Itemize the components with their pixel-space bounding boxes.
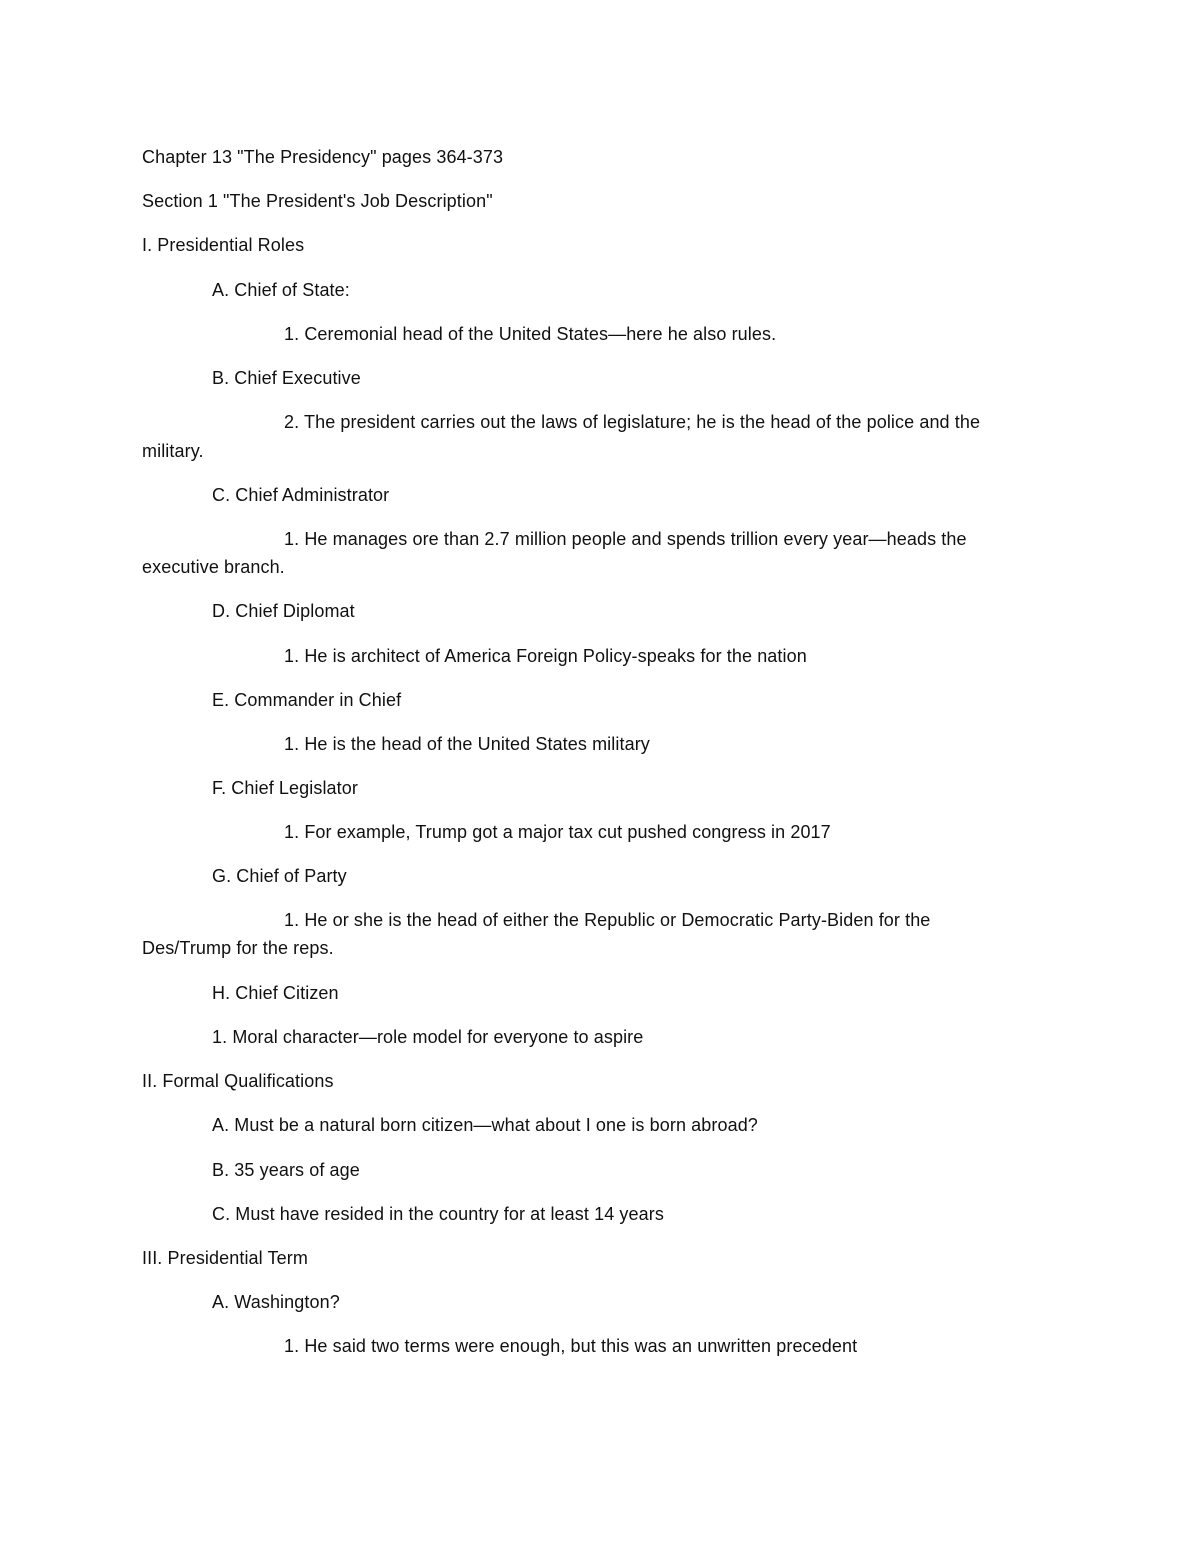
- outline-subitem: 1. He is architect of America Foreign Policy-speaks for the nation: [284, 646, 807, 666]
- outline-subitem: 2. The president carries out the laws of legislature; he is the head of the police and the: [284, 412, 981, 432]
- outline-item-chief-of-state: A. Chief of State:: [212, 280, 350, 300]
- outline-subitem: 1. Moral character—role model for everyone to aspire: [212, 1027, 644, 1047]
- outline-item-chief-administrator: C. Chief Administrator: [212, 485, 390, 505]
- outline-item-chief-executive: B. Chief Executive: [212, 368, 361, 388]
- outline-item-chief-of-party: G. Chief of Party: [212, 866, 347, 886]
- outline-item-washington: A. Washington?: [212, 1292, 340, 1312]
- outline-subitem-continuation: military.: [142, 441, 204, 461]
- outline-subitem: 1. He said two terms were enough, but this was an unwritten precedent: [284, 1336, 858, 1356]
- outline-heading-term: III. Presidential Term: [142, 1248, 308, 1268]
- outline-item-age: B. 35 years of age: [212, 1160, 360, 1180]
- outline-item-chief-legislator: F. Chief Legislator: [212, 778, 358, 798]
- outline-item-natural-born: A. Must be a natural born citizen—what about I one is born abroad?: [212, 1115, 758, 1135]
- chapter-heading: Chapter 13 "The Presidency" pages 364-373: [142, 147, 504, 167]
- outline-subitem-continuation: Des/Trump for the reps.: [142, 938, 334, 958]
- outline-heading-roles: I. Presidential Roles: [142, 235, 305, 255]
- outline-subitem: 1. He manages ore than 2.7 million people and spends trillion every year—heads the: [284, 529, 967, 549]
- outline-item-chief-citizen: H. Chief Citizen: [212, 983, 339, 1003]
- outline-subitem: 1. For example, Trump got a major tax cut pushed congress in 2017: [284, 822, 831, 842]
- outline-subitem: 1. He is the head of the United States military: [284, 734, 650, 754]
- outline-item-residency: C. Must have resided in the country for at least 14 years: [212, 1204, 664, 1224]
- outline-item-chief-diplomat: D. Chief Diplomat: [212, 601, 355, 621]
- outline-subitem-continuation: executive branch.: [142, 557, 285, 577]
- outline-subitem: 1. He or she is the head of either the Republic or Democratic Party-Biden for the: [284, 910, 931, 930]
- outline-item-commander-in-chief: E. Commander in Chief: [212, 690, 402, 710]
- outline-subitem: 1. Ceremonial head of the United States—here he also rules.: [284, 324, 777, 344]
- outline-heading-qualifications: II. Formal Qualifications: [142, 1071, 334, 1091]
- section-heading: Section 1 "The President's Job Description": [142, 191, 493, 211]
